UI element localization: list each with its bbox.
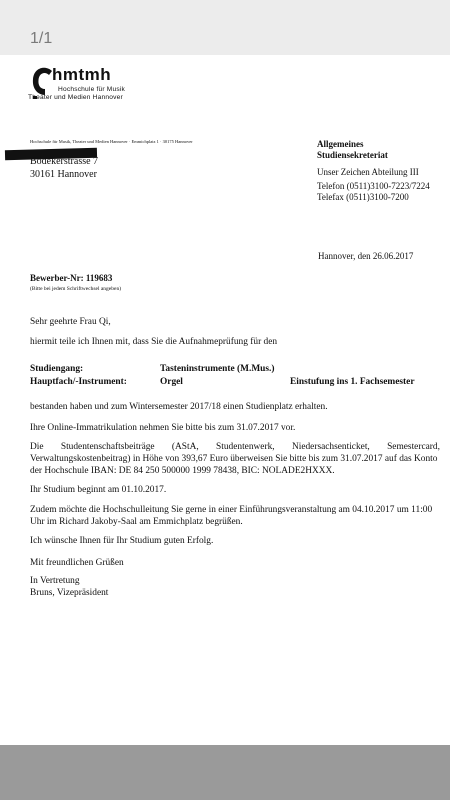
office-fax: Telefax (0511)3100-7200 (317, 192, 409, 202)
semester-placement: Einstufung ins 1. Fachsemester (290, 377, 415, 387)
recipient-street: Bödekerstrasse 7 (30, 156, 99, 167)
fees-word: (AStA, (171, 442, 199, 452)
letter-page[interactable] (0, 55, 450, 745)
office-name-line1: Allgemeines (317, 139, 364, 149)
welcome-line2: Uhr im Richard Jakoby-Saal am Emmichplatz begrüßen. (30, 517, 243, 527)
fees-word: Studentenwerk, (216, 442, 275, 452)
office-reference: Unser Zeichen Abteilung III (317, 167, 419, 177)
bottom-toolbar (0, 745, 450, 800)
instrument-value: Orgel (160, 377, 183, 387)
fees-word: Niedersachsenticket, (291, 442, 370, 452)
welcome-line1: Zudem möchte die Hochschulleitung Sie gerne in einer Einführungsveranstaltung am 04.10.2017 um 11:00 (30, 505, 433, 515)
fees-line1 (30, 441, 440, 453)
logo-subtitle-line2: Theater und Medien Hannover (28, 94, 123, 101)
sender-address-line: Hochschule für Musik, Theater und Medien Hannover · Emmichplatz 1 · 30175 Hannover (30, 139, 193, 144)
logo-name: hmtmh (52, 65, 112, 84)
applicant-note: (Bitte bei jedem Schriftwechsel angeben) (30, 286, 122, 292)
signature-line1: In Vertretung (30, 576, 80, 586)
letter-date: Hannover, den 26.06.2017 (318, 251, 414, 261)
good-wishes: Ich wünsche Ihnen für Ihr Studium guten Erfolg. (30, 536, 214, 546)
admission-passed: bestanden haben und zum Wintersemester 2017/18 einen Studienplatz erhalten. (30, 402, 328, 412)
study-start: Ihr Studium beginnt am 01.10.2017. (30, 485, 167, 495)
signature-line2: Bruns, Vizepräsident (30, 588, 109, 598)
enrollment-deadline: Ihre Online-Immatrikulation nehmen Sie bitte bis zum 31.07.2017 vor. (30, 423, 296, 433)
intro-line: hiermit teile ich Ihnen mit, dass Sie die Aufnahmeprüfung für den (30, 337, 278, 347)
recipient-city: 30161 Hannover (30, 169, 97, 180)
fees-word: Semestercard, (387, 442, 440, 452)
fees-word: Studentenschaftsbeiträge (60, 442, 155, 452)
fees-line2: Verwaltungskostenbeitrag) in Höhe von 393,67 Euro überweisen Sie bitte bis zum 31.07.2017 auf das Konto (30, 454, 438, 464)
instrument-label: Hauptfach/-Instrument: (30, 377, 127, 387)
greeting: Sehr geehrte Frau Qi, (30, 317, 111, 327)
page-indicator: 1/1 (30, 30, 53, 47)
closing: Mit freundlichen Grüßen (30, 558, 124, 568)
office-phone: Telefon (0511)3100-7223/7224 (317, 181, 430, 191)
program-value: Tasteninstrumente (M.Mus.) (160, 364, 275, 374)
office-name-line2: Studiensekreteriat (317, 150, 388, 160)
fees-line3: der Hochschule IBAN: DE 84 250 500000 1999 78438, BIC: NOLADE2HXXX. (30, 466, 335, 476)
logo-subtitle-line1: Hochschule für Musik (58, 86, 126, 93)
fees-word: Die (30, 442, 44, 452)
fees-paragraph (30, 441, 440, 477)
applicant-number: Bewerber-Nr: 119683 (30, 273, 113, 283)
program-label: Studiengang: (30, 364, 84, 374)
